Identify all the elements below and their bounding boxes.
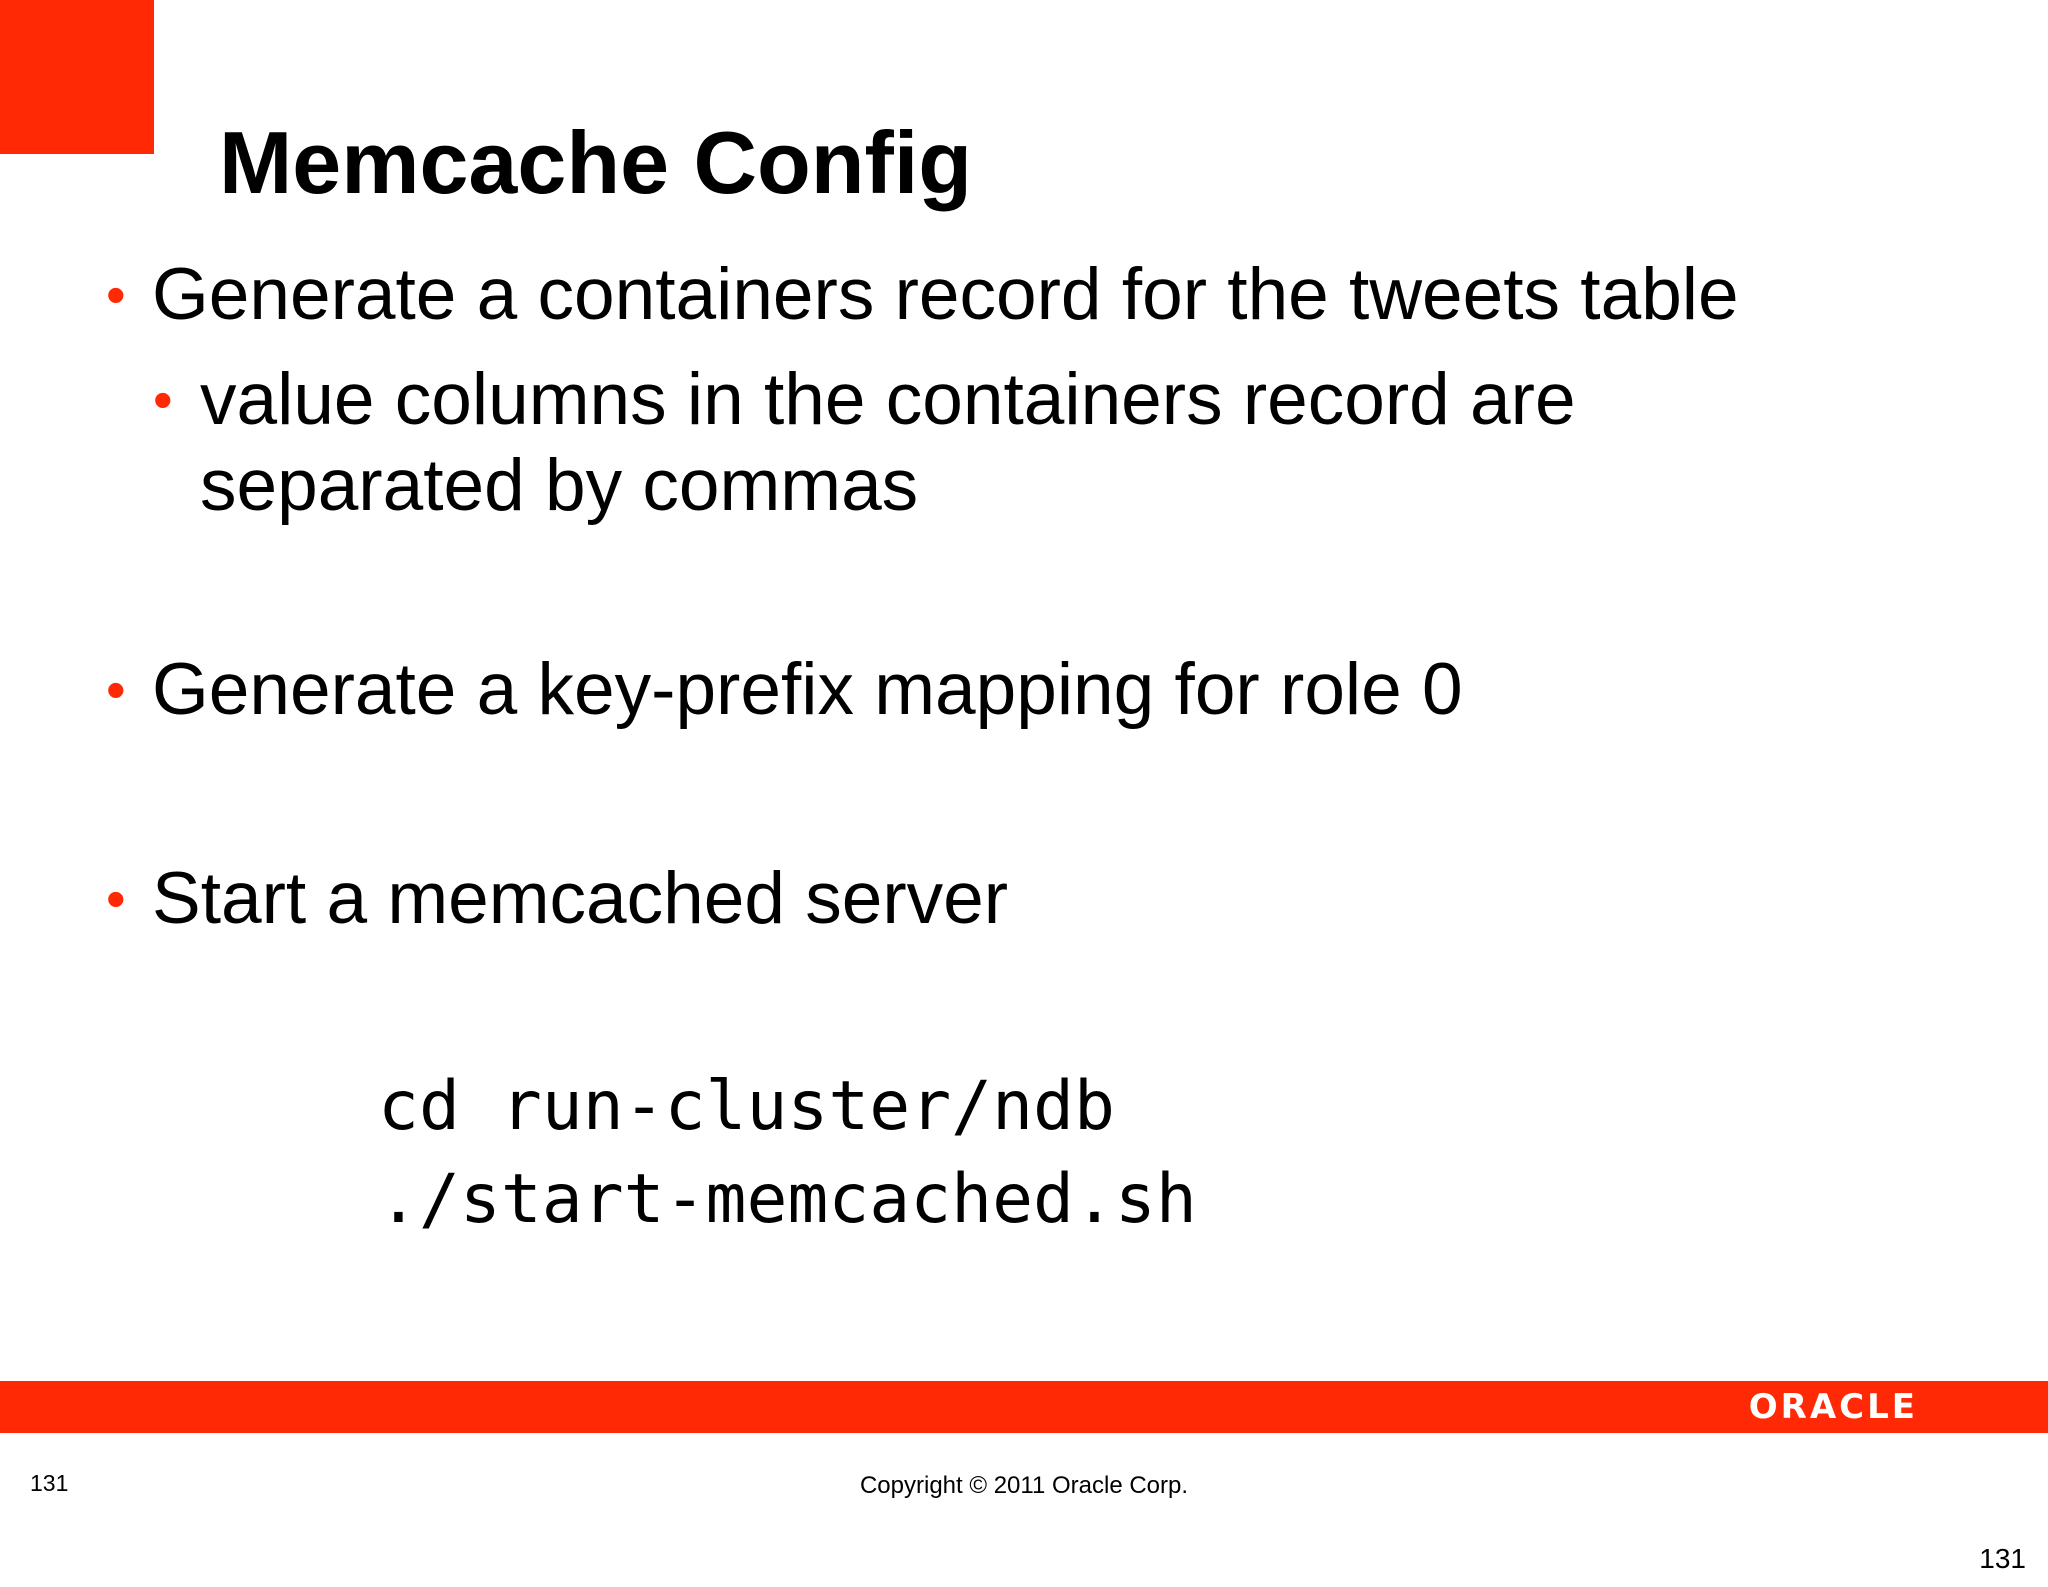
sub-bullet-text bbox=[200, 357, 1576, 529]
bullet-text: Generate a containers record for the tweets table bbox=[152, 254, 1739, 335]
bullet-text: Generate a key-prefix mapping for role 0 bbox=[152, 649, 1463, 730]
oracle-logo: ORACLE bbox=[1748, 1387, 1918, 1427]
bullet-dot-icon: • bbox=[106, 263, 126, 326]
bullet-dot-icon: • bbox=[106, 658, 126, 721]
slide-number-left: 131 bbox=[30, 1470, 69, 1496]
corner-accent-block bbox=[0, 0, 154, 154]
code-line: cd run-cluster/ndb bbox=[378, 1067, 1115, 1146]
slide-title: Memcache Config bbox=[219, 113, 973, 212]
bullet-dot-icon: • bbox=[153, 368, 173, 431]
bullet-dot-icon: • bbox=[106, 867, 126, 930]
footer-bar bbox=[0, 1381, 2048, 1433]
copyright-text: Copyright © 2011 Oracle Corp. bbox=[859, 1472, 1189, 1499]
bullet-text: Start a memcached server bbox=[152, 858, 1009, 939]
sub-bullet-line: separated by commas bbox=[200, 445, 919, 526]
sub-bullet-line: value columns in the containers record are bbox=[200, 359, 1576, 440]
code-line: ./start-memcached.sh bbox=[378, 1160, 1197, 1239]
code-block bbox=[378, 1060, 1197, 1246]
slide-number-right: 131 bbox=[1979, 1543, 2026, 1574]
